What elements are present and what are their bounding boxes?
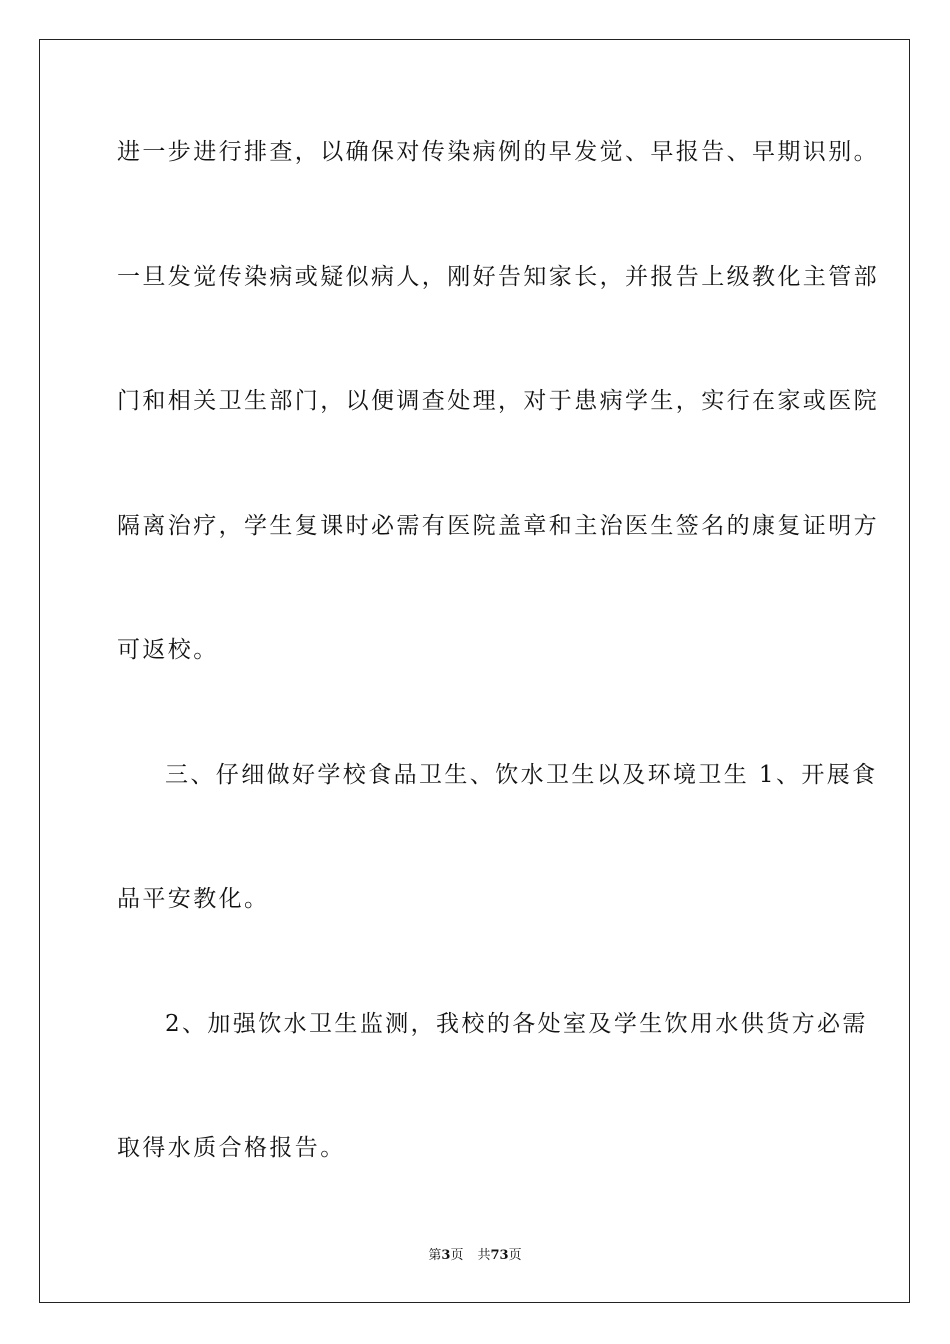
paragraph-line: 取得水质合格报告。 [117, 1135, 346, 1161]
paragraph-line: 可返校。 [117, 637, 219, 663]
total-suffix: 页 [508, 1248, 522, 1263]
page-number: 3 [441, 1248, 451, 1263]
section-heading-line: 三、仔细做好学校食品卫生、饮水卫生以及环境卫生 1、开展食 [165, 762, 878, 788]
paragraph-line: 进一步进行排查，以确保对传染病例的早发觉、早报告、早期识别。 [117, 139, 879, 165]
page-prefix: 第 [428, 1248, 442, 1263]
paragraph-line: 一旦发觉传染病或疑似病人，刚好告知家长，并报告上级教化主管部 [117, 264, 879, 290]
page-suffix: 页 [450, 1248, 464, 1263]
paragraph-line: 品平安教化。 [117, 886, 270, 912]
total-prefix: 共 [477, 1248, 491, 1263]
paragraph-line: 2、加强饮水卫生监测，我校的各处室及学生饮用水供货方必需 [165, 1011, 868, 1037]
total-pages: 73 [490, 1248, 509, 1263]
paragraph-line: 隔离治疗，学生复课时必需有医院盖章和主治医生签名的康复证明方 [117, 513, 879, 539]
paragraph-line: 门和相关卫生部门，以便调查处理，对于患病学生，实行在家或医院 [117, 388, 879, 414]
page-border [39, 39, 910, 1303]
page-footer [0, 1247, 950, 1265]
